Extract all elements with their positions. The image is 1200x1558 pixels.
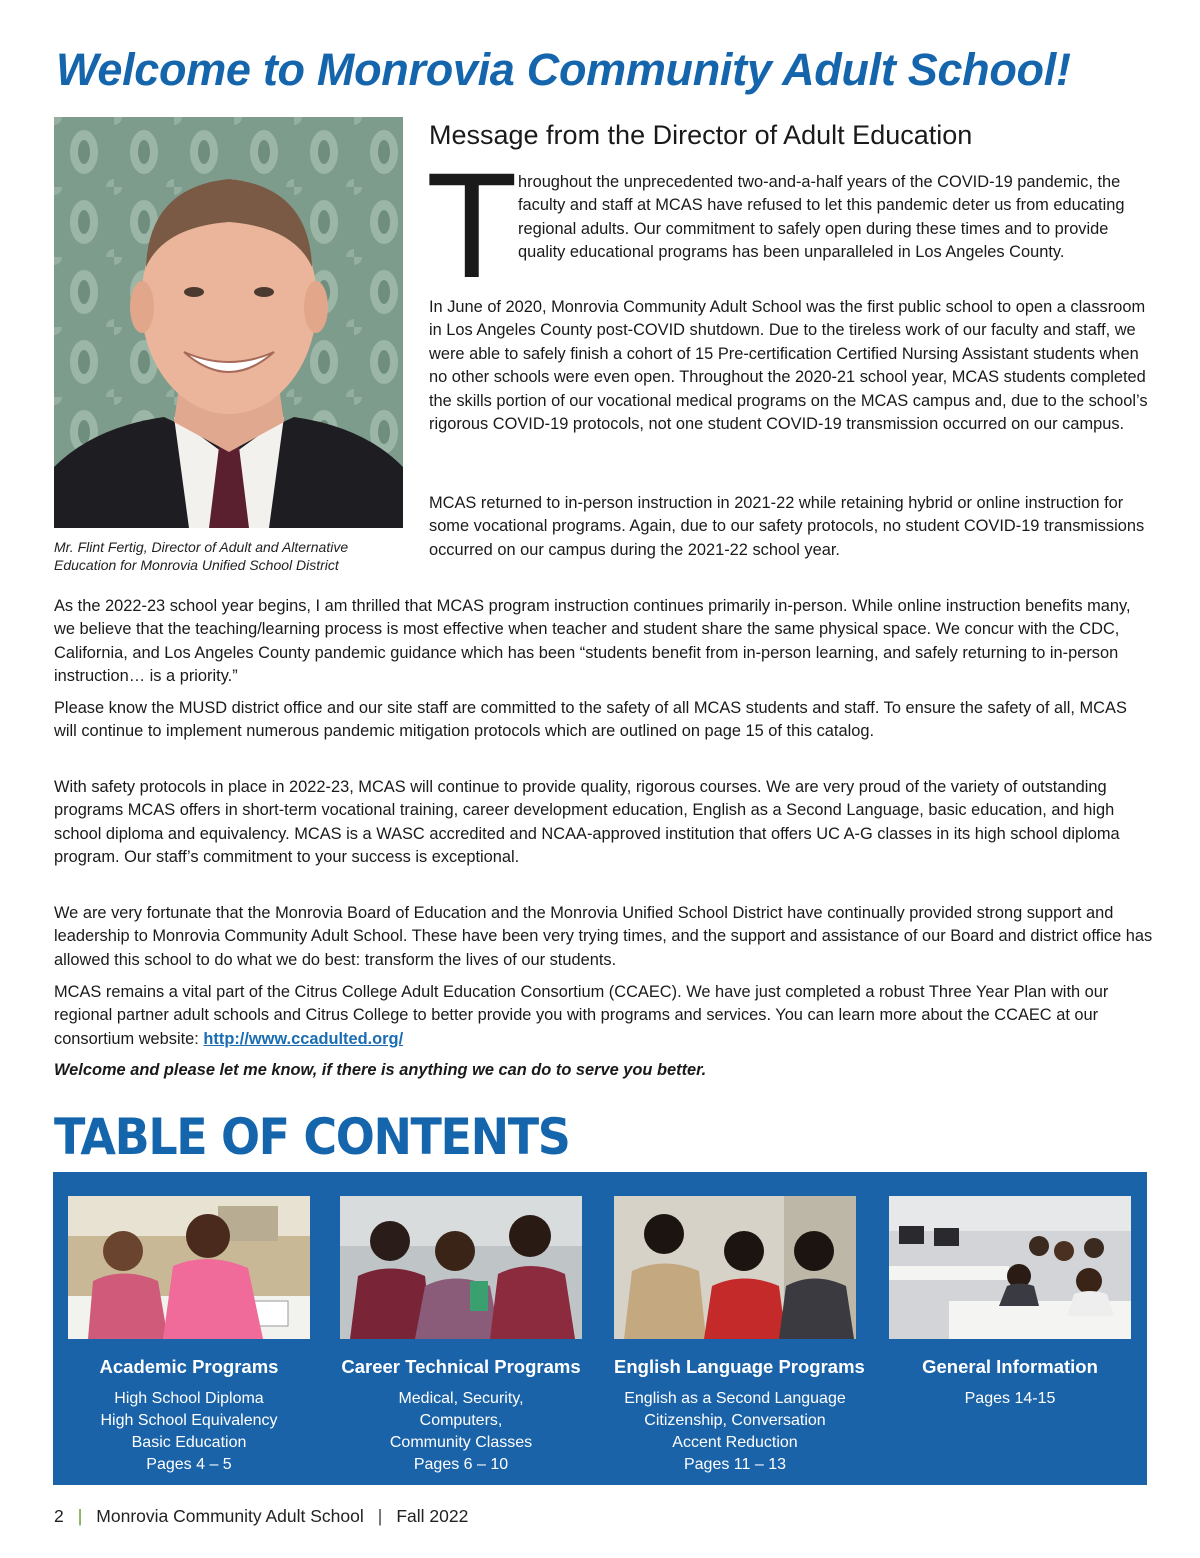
toc-section-general-information[interactable] [889, 1196, 1131, 1410]
toc-title: TABLE OF CONTENTS [54, 1108, 570, 1166]
message-paragraph: MCAS returned to in-person instruction in 2021-22 while retaining hybrid or online instruction for some vocational programs. Again, due to our safety protocols, no student COVID-19 transmissions occurred on our campus during the 2021-22 school year. [429, 494, 1145, 559]
toc-heading: General Information [922, 1356, 1098, 1377]
toc-line: Pages 14-15 [964, 1390, 1056, 1407]
publication-season: Fall 2022 [396, 1506, 469, 1526]
toc-line: English as a Second Language [624, 1390, 846, 1407]
toc-heading: Academic Programs [99, 1356, 279, 1377]
director-portrait [54, 117, 403, 528]
toc-line: Pages 11 – 13 [683, 1456, 786, 1473]
message-paragraph [54, 981, 1154, 1051]
toc-line: High School Equivalency [100, 1412, 278, 1429]
page-footer [54, 1506, 468, 1527]
career-technical-photo [340, 1196, 582, 1339]
message-paragraph: Please know the MUSD district office and our site staff are committed to the safety of all MCAS students and staff. To ensure the safety of all, MCAS will continue to implement numerous pandemic mitigation protocols which are outlined on page 15 of this catalog. [54, 699, 1127, 741]
footer-divider: | [77, 1506, 83, 1526]
footer-divider: | [377, 1506, 383, 1526]
page-title: Welcome to Monrovia Community Adult School! [56, 44, 1071, 95]
message-paragraph: We are very fortunate that the Monrovia Board of Education and the Monrovia Unified School District have continually provided strong support and leadership to Monrovia Community Adult School. These have been very trying times, and the support and assistance of our Board and district office has allowed this school to do what we do best: transform the lives of our students. [54, 904, 1153, 969]
toc-line: Pages 4 – 5 [146, 1456, 232, 1473]
toc-panel [53, 1172, 1147, 1485]
toc-line: Computers, [419, 1412, 503, 1429]
publication-name: Monrovia Community Adult School [96, 1506, 364, 1526]
toc-section-academic[interactable] [68, 1196, 310, 1476]
toc-line: Medical, Security, [398, 1390, 524, 1407]
page-number: 2 [54, 1506, 64, 1526]
toc-section-career-technical[interactable] [340, 1196, 582, 1476]
toc-section-english-language[interactable] [614, 1196, 865, 1476]
toc-line: Pages 6 – 10 [413, 1456, 509, 1473]
closing-line: Welcome and please let me know, if there is anything we can do to serve you better. [54, 1061, 707, 1079]
consortium-website-link[interactable]: http://www.ccadulted.org/ [203, 1029, 404, 1048]
toc-line: High School Diploma [114, 1390, 264, 1407]
caption-line: Education for Monrovia Unified School District [54, 557, 339, 573]
message-paragraph: As the 2022-23 school year begins, I am thrilled that MCAS program instruction continues primarily in-person. While online instruction benefits many, we believe that the teaching/learning process is most effective when teacher and student share the same physical space. We concur with the CDC, California, and Los Angeles County pandemic guidance which has been “students benefit from in-person learning, and safely returning to in-person instruction… is a priority.” [54, 597, 1131, 686]
paragraph-text: MCAS remains a vital part of the Citrus College Adult Education Consortium (CCAEC). We have just completed a robust Three Year Plan with our regional partner adult schools and Citrus College to better provide you with programs and services. You can learn more about the CCAEC at our consortium website: [54, 983, 1109, 1048]
toc-line: Community Classes [389, 1434, 533, 1451]
toc-line: Accent Reduction [672, 1434, 798, 1451]
english-language-photo [614, 1196, 856, 1339]
academic-programs-photo [68, 1196, 310, 1339]
toc-heading: Career Technical Programs [341, 1356, 581, 1377]
general-information-photo [889, 1196, 1131, 1339]
message-paragraph: hroughout the unprecedented two-and-a-half years of the COVID-19 pandemic, the faculty and staff at MCAS have refused to let this pandemic deter us from educating regional adults. Our commitment to safely open during these times and to provide quality educational programs has been unparalleled in Los Angeles County. [518, 173, 1125, 262]
message-heading: Message from the Director of Adult Education [429, 120, 973, 150]
toc-line: Basic Education [131, 1434, 247, 1451]
message-paragraph: In June of 2020, Monrovia Community Adult School was the first public school to open a classroom in Los Angeles County post-COVID shutdown. Due to the tireless work of our faculty and staff, we were able to safely finish a cohort of 15 Pre-certification Certified Nursing Assistant students when no other schools were even open. Throughout the 2020-21 school year, MCAS students completed the skills portion of our vocational medical programs on the MCAS campus and, due to the school’s rigorous COVID-19 protocols, not one student COVID-19 transmission occurred on our campus. [429, 298, 1148, 434]
photo-caption [54, 538, 404, 574]
toc-line: Citizenship, Conversation [644, 1412, 826, 1429]
toc-heading: English Language Programs [614, 1356, 865, 1377]
drop-cap: T [426, 141, 518, 309]
caption-line: Mr. Flint Fertig, Director of Adult and Alternative [54, 539, 349, 555]
message-paragraph: With safety protocols in place in 2022-23, MCAS will continue to provide quality, rigorous courses. We are very proud of the variety of outstanding programs MCAS offers in short-term vocational training, career development education, English as a Second Language, basic education, and high school diploma and equivalency. MCAS is a WASC accredited and NCAA-approved institution that offers UC A-G classes in its high school diploma program. Our staff’s commitment to your success is exceptional. [54, 778, 1120, 867]
